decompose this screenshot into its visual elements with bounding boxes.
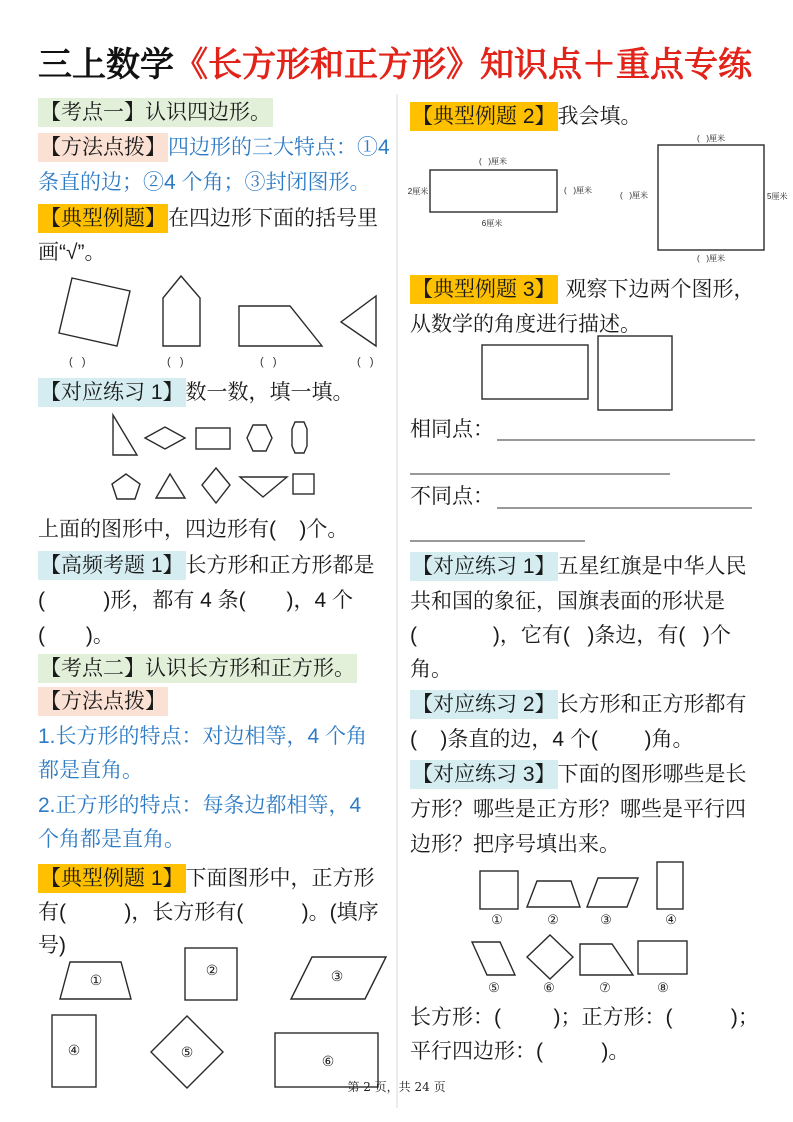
method1-tag: 【方法点拨】 — [38, 133, 168, 162]
p3-shape-2-label: ② — [547, 912, 559, 927]
practice1-left-tag: 【对应练习 1】 — [38, 378, 186, 407]
answer-blank-3: ( ) — [260, 356, 277, 368]
example-text-1: 在四边形下面的括号里 — [168, 207, 378, 230]
right-trapezoid-shape — [239, 306, 322, 346]
shape-2-label: ② — [205, 962, 219, 978]
long-hexagon-shape — [292, 422, 307, 453]
method2-tag: 【方法点拨】 — [38, 687, 168, 716]
example-tag: 【典型例题】 — [38, 204, 168, 233]
p3-shape-1-label: ① — [491, 912, 503, 927]
p3-shape-6-label: ⑥ — [543, 980, 555, 995]
page-title — [38, 43, 752, 87]
rectangle-right-length: ( )厘米 — [564, 186, 592, 195]
answer-blank-4: ( ) — [357, 356, 374, 368]
example2-tag: 【典型例题 2】 — [410, 102, 558, 131]
practice2-text-1: 长方形和正方形都有 — [557, 693, 747, 716]
p3-shape-1-square — [480, 871, 518, 909]
square-top-length: ( )厘米 — [697, 134, 725, 143]
example3-text-1: 观察下边两个图形， — [565, 278, 755, 301]
p3-shape-4-rectangle — [657, 862, 683, 909]
practice1-right-line-1 — [410, 552, 747, 582]
method2-text-2: 都是直角。 — [38, 759, 143, 782]
practice2-line-1 — [410, 690, 747, 720]
tilted-square-shape — [59, 278, 130, 346]
p3-shape-6-rhombus — [527, 935, 573, 979]
shape-3-parallelogram — [291, 957, 386, 999]
example3-text-2: 从数学的角度进行描述。 — [410, 313, 641, 336]
method2-text-3: 2.正方形的特点：每条边都相等，4 — [38, 794, 362, 817]
practice1-left-prompt: 数一数，填一填。 — [185, 381, 354, 404]
rectangle-bottom-length: 6厘米 — [481, 219, 503, 228]
shape-5-label: ⑤ — [180, 1044, 194, 1060]
shape-4-label: ④ — [67, 1042, 81, 1058]
rhombus-shape — [145, 427, 185, 449]
method1-text-1: 四边形的三大特点：①4 — [168, 136, 390, 159]
method2-text-4: 个角都是直角。 — [38, 828, 185, 851]
example1-line-1 — [38, 864, 375, 894]
frequent1-text-1: 长方形和正方形都是 — [185, 554, 375, 577]
example1-tag: 【典型例题 1】 — [38, 864, 186, 893]
shape-3-label: ③ — [330, 968, 344, 984]
hexagon-shape — [247, 425, 272, 451]
shape-4-rectangle — [52, 1015, 96, 1087]
p3-shape-5-label: ⑤ — [488, 980, 500, 995]
tall-rhombus-shape — [202, 468, 230, 503]
p3-shape-3-parallelogram — [587, 878, 638, 907]
practice3-answer-1: 长方形：( )；正方形：( )； — [410, 1006, 759, 1029]
triangle-shape — [156, 474, 185, 498]
house-pentagon-shape — [163, 276, 200, 346]
frequent1-text-2: ( )形，都有 4 条( )，4 个 — [38, 589, 354, 612]
diff-points-label: 不同点： — [410, 485, 494, 508]
practice3-text-2: 方形？哪些是正方形？哪些是平行四 — [410, 798, 746, 821]
example2-square — [658, 145, 764, 250]
answer-blank-2: ( ) — [167, 356, 184, 368]
practice1-right-text-1: 五星红旗是中华人民 — [557, 555, 747, 578]
practice1-right-text-4: 角。 — [410, 658, 452, 681]
practice2-text-2: ( )条直的边，4 个( )角。 — [410, 728, 694, 751]
practice3-answer-2: 平行四边形：( )。 — [410, 1040, 630, 1063]
pentagon-shape — [112, 474, 140, 499]
practice3-text-1: 下面的图形哪些是长 — [557, 763, 747, 786]
shape-5-tilted-square — [151, 1016, 223, 1088]
practice1-right-text-3: ( )，它有( )条边，有( )个 — [410, 624, 731, 647]
practice1-right-tag: 【对应练习 1】 — [410, 552, 558, 581]
frequent1-text-3: ( )。 — [38, 624, 114, 647]
example1-text-1: 下面图形中，正方形 — [185, 867, 375, 890]
answer-blank-1: ( ) — [69, 356, 86, 368]
method2-tag-line — [38, 687, 168, 717]
example3-tag: 【典型例题 3】 — [410, 275, 558, 304]
same-points-label: 相同点： — [410, 418, 494, 441]
frequent1-tag: 【高频考题 1】 — [38, 551, 186, 580]
shape-6-label: ⑥ — [321, 1053, 335, 1069]
frequent1-line-1 — [38, 551, 375, 581]
p3-shape-2-trapezoid — [527, 881, 580, 907]
rectangle-shape — [196, 428, 230, 449]
p3-shape-4-label: ④ — [665, 912, 677, 927]
right-triangle-shape — [113, 415, 137, 455]
rectangle-left-length: 2厘米 — [407, 187, 429, 196]
p3-shape-7-label: ⑦ — [599, 980, 611, 995]
example3-rectangle — [482, 345, 588, 399]
example2-line — [410, 102, 642, 132]
p3-shape-8-rectangle — [638, 941, 687, 974]
inverted-triangle-shape — [240, 477, 287, 497]
shape-2-square — [185, 948, 237, 1000]
practice1-left-question: 上面的图形中，四边形有( )个。 — [38, 518, 349, 541]
example3-line-1 — [410, 275, 755, 305]
shape-1-label: ① — [89, 972, 103, 988]
square-bottom-length: ( )厘米 — [697, 254, 725, 263]
practice3-tag: 【对应练习 3】 — [410, 760, 558, 789]
square-right-length: 5厘米 — [767, 192, 788, 201]
practice3-line-1 — [410, 760, 747, 790]
title-lead: 三上数学 — [38, 46, 174, 84]
method1-line-1 — [38, 133, 390, 163]
p3-shape-8-label: ⑧ — [657, 980, 669, 995]
example1-text-3: 号) — [38, 934, 66, 957]
practice3-text-3: 边形？把序号填出来。 — [410, 833, 620, 856]
triangle-shape — [341, 296, 376, 346]
example2-prompt: 我会填。 — [557, 105, 642, 128]
p3-shape-7-trapezoid — [580, 944, 633, 975]
example-line-1 — [38, 204, 378, 234]
method2-text-1: 1.长方形的特点：对边相等，4 个角 — [38, 725, 368, 748]
p3-shape-5-parallelogram — [472, 942, 515, 975]
square-left-length: ( )厘米 — [620, 191, 648, 200]
example1-text-2: 有( )，长方形有( )。(填序 — [38, 901, 379, 924]
practice2-tag: 【对应练习 2】 — [410, 690, 558, 719]
shape-1-trapezoid — [60, 962, 131, 999]
example2-rectangle — [430, 170, 557, 212]
kaodian1-heading: 【考点一】认识四边形。 — [38, 98, 273, 127]
example-text-2: 画“√”。 — [38, 241, 106, 264]
small-square-shape — [293, 474, 314, 494]
practice1-left-line — [38, 378, 354, 408]
title-highlight: 《长方形和正方形》知识点＋重点专练 — [174, 46, 752, 84]
rectangle-top-length: ( )厘米 — [479, 157, 507, 166]
example3-square — [598, 336, 672, 410]
page-footer: 第 2 页，共 24 页 — [347, 1080, 446, 1094]
kaodian2-heading-line — [38, 654, 357, 684]
kaodian2-heading: 【考点二】认识长方形和正方形。 — [38, 654, 357, 683]
p3-shape-3-label: ③ — [600, 912, 612, 927]
kaodian1-heading-line — [38, 98, 273, 128]
practice1-right-text-2: 共和国的象征，国旗表面的形状是 — [410, 590, 725, 613]
method1-text-2: 条直的边；②4 个角；③封闭图形。 — [38, 171, 371, 194]
